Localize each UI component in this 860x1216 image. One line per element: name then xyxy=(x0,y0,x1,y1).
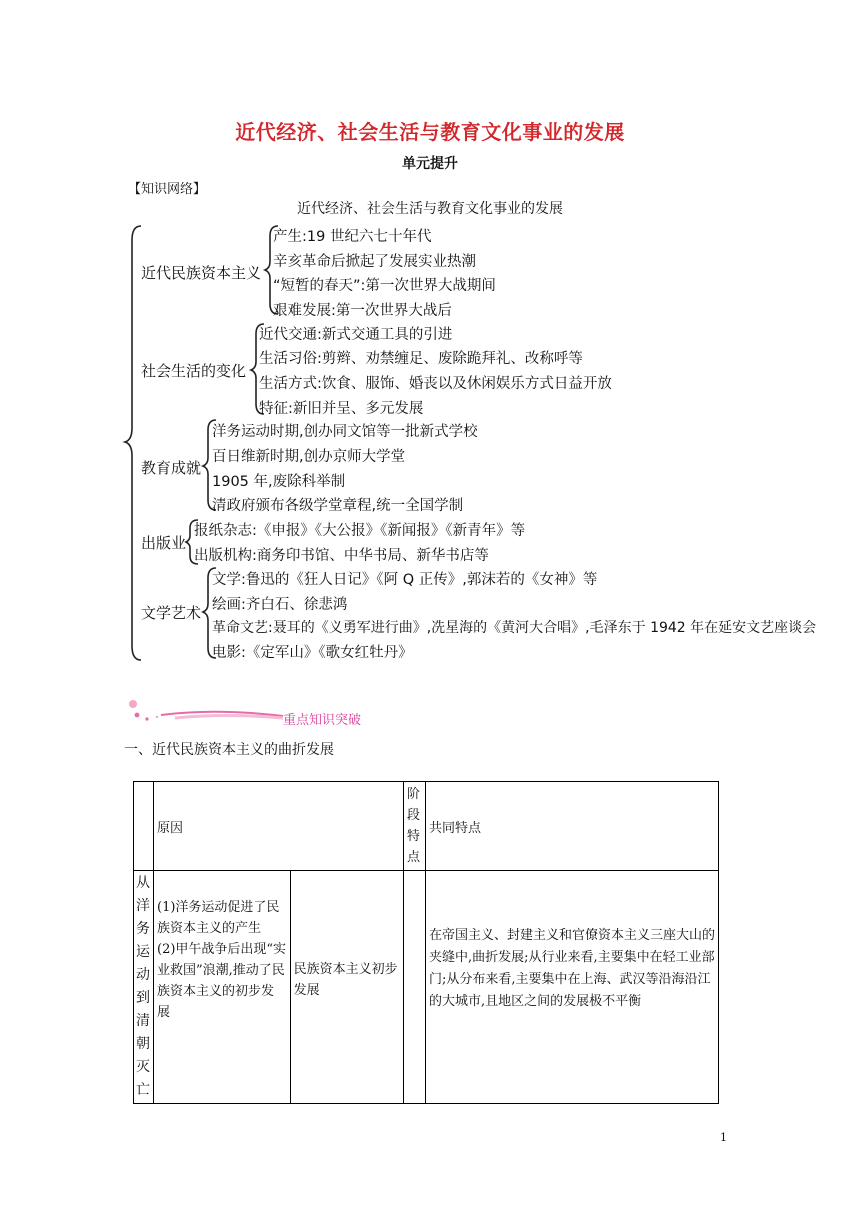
item-education-3: 1905 年,废除科举制 xyxy=(212,474,346,490)
category-education: 教育成就 xyxy=(141,459,202,477)
category-publishing: 出版业 xyxy=(141,534,187,552)
section-label: 【知识网络】 xyxy=(128,182,207,197)
item-literature-2: 绘画:齐白石、徐悲鸿 xyxy=(212,597,348,613)
outer-brace xyxy=(125,226,141,660)
item-capitalism-4: 艰难发展:第一次世界大战后 xyxy=(273,303,452,319)
item-social-3: 生活方式:饮食、服饰、婚丧以及休闲娱乐方式日益开放 xyxy=(259,376,612,392)
header-cell-common: 共同特点 xyxy=(426,782,719,871)
header-cell-reason: 原因 xyxy=(154,782,404,871)
item-literature-4: 电影:《定军山》《歌女红牡丹》 xyxy=(212,645,413,661)
cell-reason: (1)洋务运动促进了民族资本主义的产生 (2)甲午战争后出现“实业救国”浪潮,推动了民族资本主义的初步发展 xyxy=(154,871,291,1104)
cell-stage-blank xyxy=(404,871,426,1104)
mindmap-root-title: 近代经济、社会生活与教育文化事业的发展 xyxy=(297,201,563,217)
item-social-1: 近代交通:新式交通工具的引进 xyxy=(259,327,453,343)
item-literature-1: 文学:鲁迅的《狂人日记》《阿 Q 正传》,郭沫若的《女神》等 xyxy=(212,572,598,588)
category-social-life: 社会生活的变化 xyxy=(141,362,247,380)
item-capitalism-2: 辛亥革命后掀起了发展实业热潮 xyxy=(273,254,476,270)
table-row xyxy=(134,871,719,1104)
item-education-4: 清政府颁布各级学堂章程,统一全国学制 xyxy=(212,498,464,514)
item-publishing-2: 出版机构:商务印书馆、中华书局、新华书店等 xyxy=(194,548,489,564)
item-capitalism-3: “短暂的春天”:第一次世界大战期间 xyxy=(273,278,496,294)
page-number: 1 xyxy=(720,1131,727,1144)
section-heading: 一、近代民族资本主义的曲折发展 xyxy=(124,742,334,758)
banner-decoration xyxy=(125,696,285,728)
page-subtitle: 单元提升 xyxy=(402,156,458,172)
item-capitalism-1: 产生:19 世纪六七十年代 xyxy=(273,229,432,245)
header-cell-blank xyxy=(134,782,154,871)
capitalism-table xyxy=(133,781,719,1104)
category-literature: 文学艺术 xyxy=(141,604,202,622)
category-capitalism: 近代民族资本主义 xyxy=(141,264,262,282)
item-education-1: 洋务运动时期,创办同文馆等一批新式学校 xyxy=(212,424,478,440)
table-header-row xyxy=(134,782,719,871)
item-social-2: 生活习俗:剪辫、劝禁缠足、废除跪拜礼、改称呼等 xyxy=(259,351,583,367)
cell-common: 在帝国主义、封建主义和官僚资本主义三座大山的夹缝中,曲折发展;从行业来看,主要集中在轻工业部门;从分布来看,主要集中在上海、武汉等沿海沿江的大城市,且地区之间的发展极不平衡 xyxy=(426,871,719,1104)
header-cell-stage: 阶段特点 xyxy=(404,782,426,871)
item-education-2: 百日维新时期,创办京师大学堂 xyxy=(212,449,406,465)
item-social-4: 特征:新旧并呈、多元发展 xyxy=(259,401,424,417)
cell-stage: 民族资本主义初步发展 xyxy=(290,871,403,1104)
cell-period: 从洋务运动到清朝灭亡 xyxy=(134,871,154,1104)
banner-label: 重点知识突破 xyxy=(283,713,362,728)
item-literature-3: 革命文艺:聂耳的《义勇军进行曲》,冼星海的《黄河大合唱》,毛泽东于 1942 年在延安文艺座谈会 xyxy=(212,620,817,636)
item-publishing-1: 报纸杂志:《申报》《大公报》《新闻报》《新青年》等 xyxy=(194,523,526,539)
page-title: 近代经济、社会生活与教育文化事业的发展 xyxy=(235,120,625,144)
